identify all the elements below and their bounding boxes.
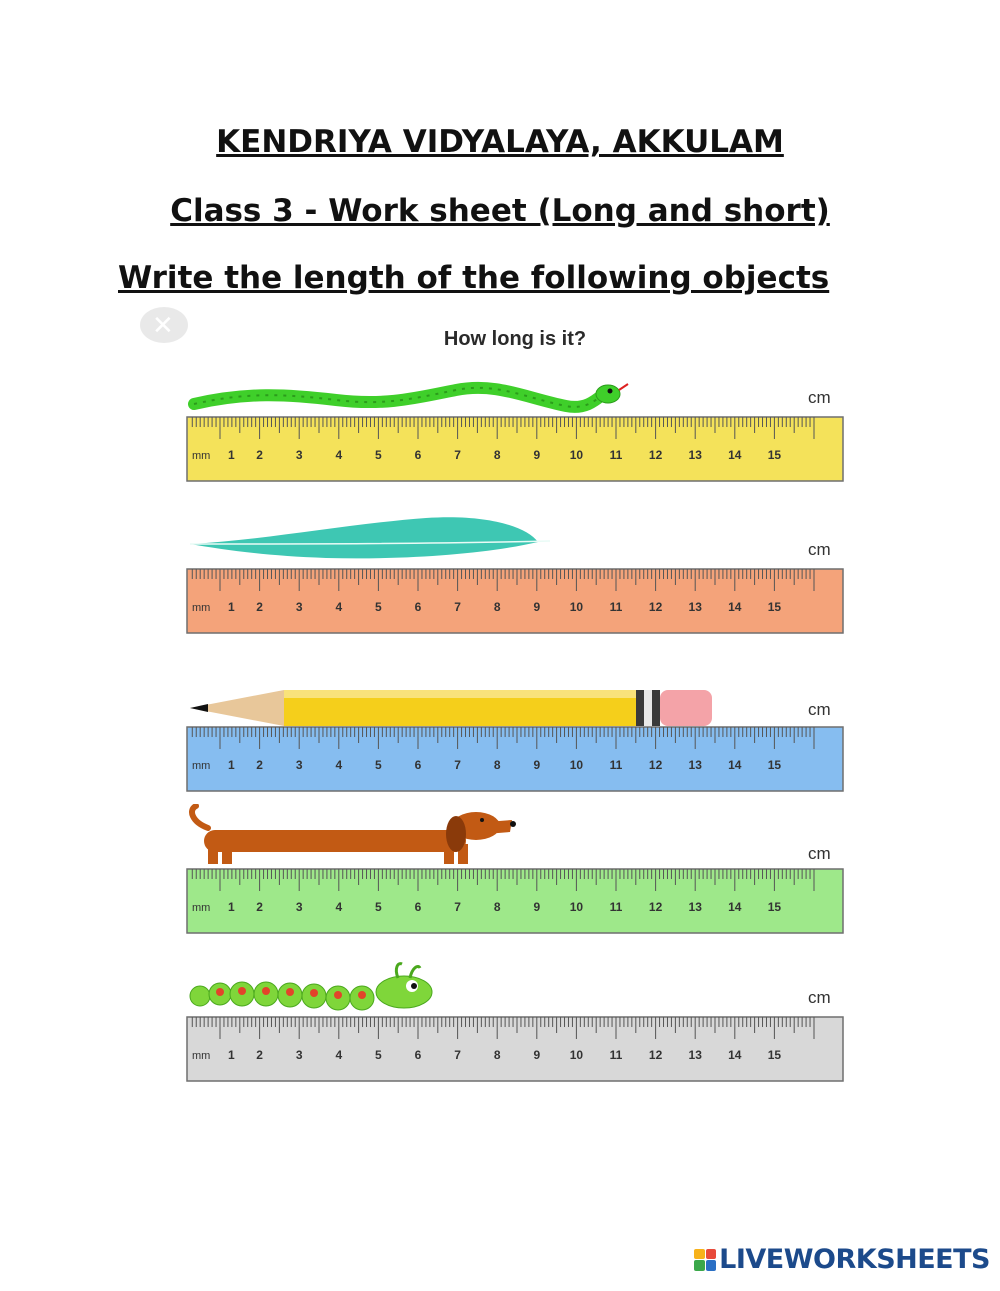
dog-image (186, 804, 526, 868)
ruler-number: 5 (375, 758, 382, 772)
ruler-number: 3 (295, 448, 303, 462)
ruler-number: 9 (533, 1048, 541, 1062)
ruler-number: 4 (335, 1048, 343, 1062)
ruler (186, 568, 846, 636)
brand-text: LIVEWORKSHEETS (719, 1244, 990, 1275)
ruler-snake (186, 378, 846, 488)
ruler (186, 726, 846, 794)
pencil-image (186, 686, 726, 728)
ruler-number: 13 (688, 1048, 702, 1062)
ruler-number: 4 (335, 900, 343, 914)
ruler-number: 1 (228, 900, 235, 914)
ruler-number: 9 (533, 758, 541, 772)
ruler-number: 6 (414, 1048, 422, 1062)
ruler-number: 15 (767, 1048, 782, 1062)
ruler (186, 1016, 846, 1084)
ruler-number: 7 (454, 600, 461, 614)
cm-label: cm (808, 700, 831, 719)
ruler-number: 9 (533, 600, 541, 614)
mm-label: mm (192, 602, 211, 614)
school-title: KENDRIYA VIDYALAYA, AKKULAM (216, 124, 784, 160)
ruler-number: 3 (295, 758, 303, 772)
ruler-number: 10 (569, 758, 584, 772)
ruler-pencil (186, 686, 846, 798)
ruler-number: 11 (609, 758, 623, 772)
ruler-caterpillar (186, 960, 846, 1084)
ruler-number: 14 (728, 448, 742, 462)
leaf-image (186, 514, 566, 570)
ruler-number: 2 (256, 448, 263, 462)
ruler-number: 12 (648, 758, 663, 772)
ruler-number: 10 (569, 448, 584, 462)
ruler-number: 11 (609, 448, 623, 462)
ruler-number: 10 (569, 900, 584, 914)
ruler-number: 3 (295, 900, 303, 914)
ruler (186, 868, 846, 936)
ruler-number: 7 (454, 900, 461, 914)
cm-label: cm (808, 540, 831, 559)
ruler-number: 12 (648, 448, 663, 462)
ruler-number: 2 (256, 1048, 263, 1062)
ruler-number: 6 (414, 758, 422, 772)
ruler-number: 12 (648, 900, 663, 914)
ruler-number: 1 (228, 600, 235, 614)
ruler-number: 13 (688, 448, 702, 462)
mm-label: mm (192, 902, 211, 914)
ruler-number: 12 (648, 600, 663, 614)
ruler-number: 5 (375, 900, 382, 914)
mm-label: mm (192, 760, 211, 772)
ruler-number: 2 (256, 600, 263, 614)
ruler-number: 5 (375, 448, 382, 462)
ruler-number: 2 (256, 758, 263, 772)
ruler-number: 11 (609, 900, 623, 914)
mm-label: mm (192, 450, 211, 462)
class-title: Class 3 - Work sheet (Long and short) (170, 193, 830, 229)
ruler-dog (186, 804, 846, 938)
ruler-number: 11 (609, 1048, 623, 1062)
ruler-number: 5 (375, 1048, 382, 1062)
ruler-number: 3 (295, 600, 303, 614)
ruler-number: 14 (728, 1048, 742, 1062)
ruler-number: 13 (688, 758, 702, 772)
brand-icon (694, 1249, 716, 1271)
ruler-number: 13 (688, 900, 702, 914)
ruler-number: 7 (454, 448, 461, 462)
ruler-number: 15 (767, 758, 782, 772)
ruler-number: 9 (533, 900, 541, 914)
ruler-number: 3 (295, 1048, 303, 1062)
ruler-number: 5 (375, 600, 382, 614)
ruler-number: 1 (228, 448, 235, 462)
ruler-number: 15 (767, 600, 782, 614)
close-icon: ✕ (152, 310, 174, 340)
ruler-number: 11 (609, 600, 623, 614)
ruler-number: 13 (688, 600, 702, 614)
cm-label: cm (808, 844, 831, 863)
ruler-number: 6 (414, 900, 422, 914)
ruler-number: 14 (728, 758, 742, 772)
ruler-number: 8 (493, 900, 501, 914)
ruler-number: 4 (335, 758, 343, 772)
ruler-number: 10 (569, 600, 584, 614)
ruler-number: 10 (569, 1048, 584, 1062)
cm-label: cm (808, 388, 831, 407)
cm-label: cm (808, 988, 831, 1007)
mm-label: mm (192, 1050, 211, 1062)
ruler-number: 8 (493, 600, 501, 614)
ruler-number: 15 (767, 900, 782, 914)
caterpillar-image (186, 960, 446, 1016)
ruler-number: 4 (335, 448, 343, 462)
ruler-number: 6 (414, 448, 422, 462)
ruler-number: 12 (648, 1048, 663, 1062)
ruler-number: 14 (728, 600, 742, 614)
ruler-number: 8 (493, 448, 501, 462)
ruler-number: 2 (256, 900, 263, 914)
ruler-number: 4 (335, 600, 343, 614)
ruler-number: 14 (728, 900, 742, 914)
worksheet-subtitle: How long is it? (443, 328, 587, 350)
ruler-number: 6 (414, 600, 422, 614)
ruler-number: 8 (493, 1048, 501, 1062)
ruler-number: 8 (493, 758, 501, 772)
ruler-leaf (186, 514, 846, 638)
instruction: Write the length of the following objects (118, 260, 830, 296)
ruler (186, 416, 846, 484)
ruler-number: 7 (454, 758, 461, 772)
ruler-number: 1 (228, 758, 235, 772)
ruler-number: 15 (767, 448, 782, 462)
liveworksheets-logo[interactable] (694, 1244, 990, 1275)
ruler-number: 1 (228, 1048, 235, 1062)
ruler-number: 7 (454, 1048, 461, 1062)
ruler-number: 9 (533, 448, 541, 462)
